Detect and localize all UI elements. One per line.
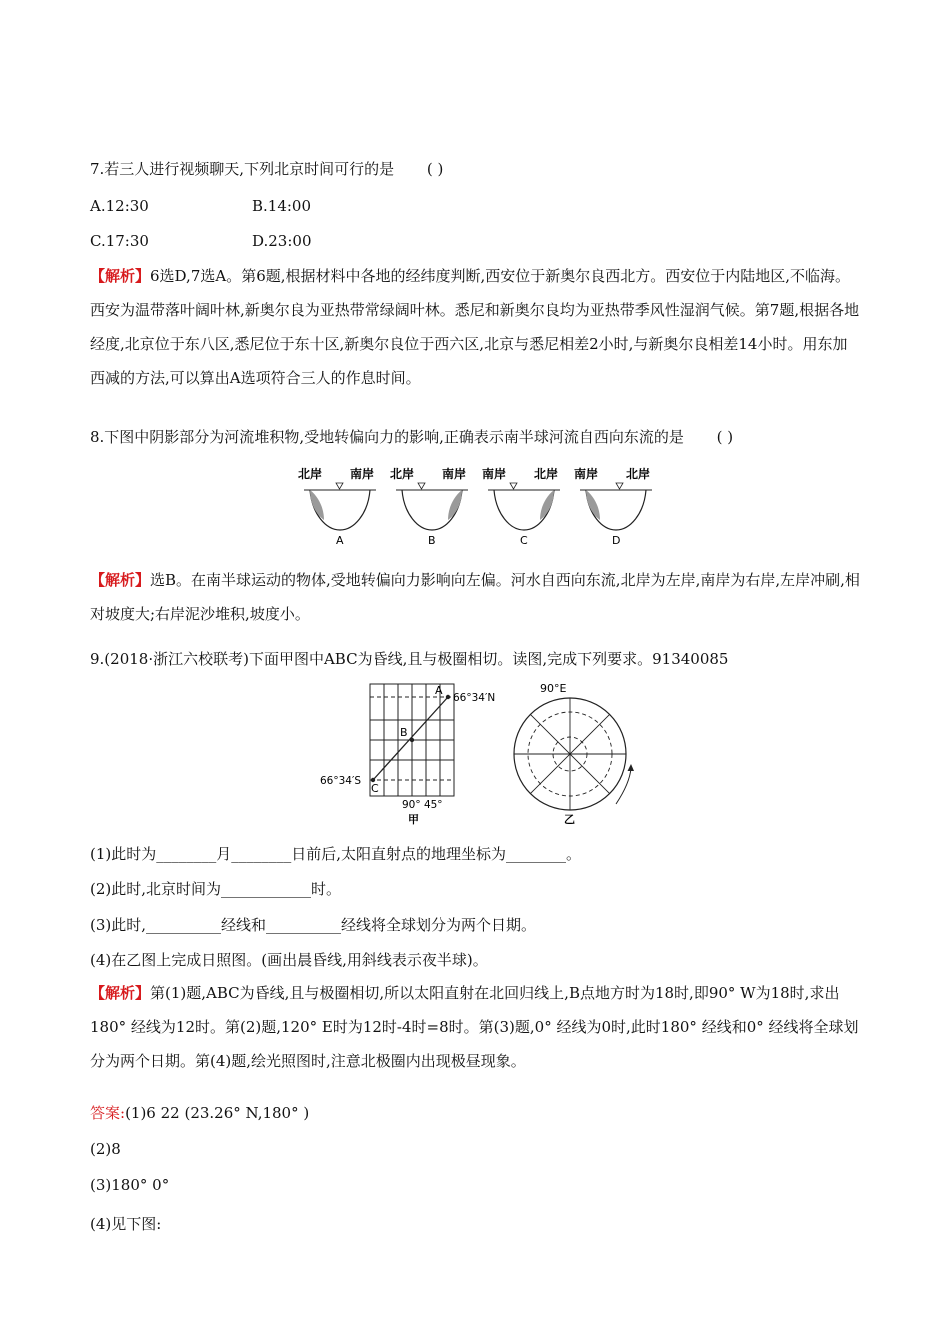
figure-jia-caption: 甲 <box>408 813 419 826</box>
question-8-stem: 8.下图中阴影部分为河流堆积物,受地转偏向力的影响,正确表示南半球河流自西向东流的是 <box>90 428 684 446</box>
option-label: C <box>520 534 528 547</box>
bank-label-right: 北岸 <box>626 467 651 481</box>
question-9-sub-2: (2)此时,北京时间为____________时。 <box>90 880 342 898</box>
lat-66-n-label: 66°34′N <box>453 692 496 704</box>
answer-paren: ( ) <box>716 428 734 446</box>
lat-66-s-label: 66°34′S <box>320 775 362 787</box>
figure-jia-grid <box>318 680 508 830</box>
option-c: C.17:30 <box>90 232 149 250</box>
sediment-shading <box>448 490 462 520</box>
rotation-arrow-icon <box>616 768 631 804</box>
answer-1: (1)6 22 (23.26° N,180° ) <box>125 1104 310 1122</box>
answer-paren: ( ) <box>426 160 444 178</box>
river-diagram-b <box>390 466 468 547</box>
sediment-shading <box>586 490 600 520</box>
sediment-shading <box>310 490 324 520</box>
sediment-shading <box>540 490 554 520</box>
river-diagram-a <box>298 466 376 547</box>
analysis-tag: 【解析】 <box>90 571 151 589</box>
river-diagram-c <box>482 466 560 547</box>
bank-label-right: 南岸 <box>442 467 467 481</box>
option-label: D <box>612 534 621 547</box>
analysis-9-text: 第(1)题,ABC为昏线,且与极圈相切,所以太阳直射在北回归线上,B点地方时为18时,即90° W为18时,求出180° 经线为12时。第(2)题,120° E时为12时-4时=8时。第(3)题,0° 经线为0时,此时180° 经线和0° 经线将全球划分为两个日期。第(4)题,绘光照图时,注意北极圈内出现极昼现象。 <box>90 984 859 1070</box>
bank-label-right: 北岸 <box>534 467 559 481</box>
bank-label-left: 北岸 <box>298 467 323 481</box>
analysis-tag: 【解析】 <box>90 267 151 285</box>
bank-label-right: 南岸 <box>350 467 375 481</box>
option-label: B <box>428 534 436 547</box>
analysis-8-text: 选B。在南半球运动的物体,受地转偏向力影响向左偏。河水自西向东流,北岸为左岸,南岸为右岸,左岸冲刷,相对坡度大;右岸泥沙堆积,坡度小。 <box>90 571 860 623</box>
question-7-stem: 7.若三人进行视频聊天,下列北京时间可行的是 <box>90 160 395 178</box>
point-a-label: A <box>435 684 443 697</box>
top-longitude-label: 90°E <box>540 682 567 695</box>
river-diagram-d <box>574 466 652 547</box>
question-9-sub-1: (1)此时为________月________日前后,太阳直射点的地理坐标为________。 <box>90 845 582 863</box>
bank-label-left: 南岸 <box>574 467 599 481</box>
point-b-label: B <box>400 726 408 739</box>
question-9-sub-3: (3)此时,__________经线和__________经线将全球划分为两个日期。 <box>90 916 537 934</box>
figure-yi-caption: 乙 <box>564 813 575 826</box>
water-level-icon <box>510 483 517 489</box>
answer-label: 答案: <box>90 1104 126 1122</box>
answer-line-3: (3)180° 0° <box>90 1176 170 1194</box>
answer-line-4: (4)见下图: <box>90 1215 162 1233</box>
analysis-8 <box>90 563 860 631</box>
option-a: A.12:30 <box>90 197 149 215</box>
water-level-icon <box>418 483 425 489</box>
point-c-label: C <box>371 782 379 795</box>
bank-label-left: 北岸 <box>390 467 415 481</box>
answer-line-2: (2)8 <box>90 1140 121 1158</box>
option-b: B.14:00 <box>252 197 312 215</box>
analysis-7 <box>90 259 860 395</box>
question-8 <box>90 426 733 447</box>
analysis-9 <box>90 976 860 1078</box>
river-cross-section-figure <box>280 460 670 552</box>
analysis-7-text: 6选D,7选A。第6题,根据材料中各地的经纬度判断,西安位于新奥尔良西北方。西安位于内陆地区,不临海。西安为温带落叶阔叶林,新奥尔良为亚热带常绿阔叶林。悉尼和新奥尔良均为亚热带季风性湿润气候。第7题,根据各地经度,北京位于东八区,悉尼位于东十区,新奥尔良位于西六区,北京与悉尼相差2小时,与新奥尔良相差14小时。用东加西减的方法,可以算出A选项符合三人的作息时间。 <box>90 267 860 387</box>
figure-yi-polar <box>508 680 668 830</box>
water-level-icon <box>616 483 623 489</box>
option-label: A <box>336 534 344 547</box>
question-7-options-row2 <box>90 232 312 250</box>
question-7 <box>90 158 443 179</box>
bank-label-left: 南岸 <box>482 467 507 481</box>
water-level-icon <box>336 483 343 489</box>
question-7-options-row1 <box>90 197 311 215</box>
question-9-sub-4: (4)在乙图上完成日照图。(画出晨昏线,用斜线表示夜半球)。 <box>90 951 488 969</box>
bottom-longitude-labels: 90° 45° <box>402 799 443 811</box>
option-d: D.23:00 <box>252 232 312 250</box>
question-9-stem: 9.(2018·浙江六校联考)下面甲图中ABC为昏线,且与极圈相切。读图,完成下列要求。91340085 <box>90 650 729 668</box>
analysis-tag: 【解析】 <box>90 984 151 1002</box>
answer-line-1 <box>90 1102 309 1123</box>
